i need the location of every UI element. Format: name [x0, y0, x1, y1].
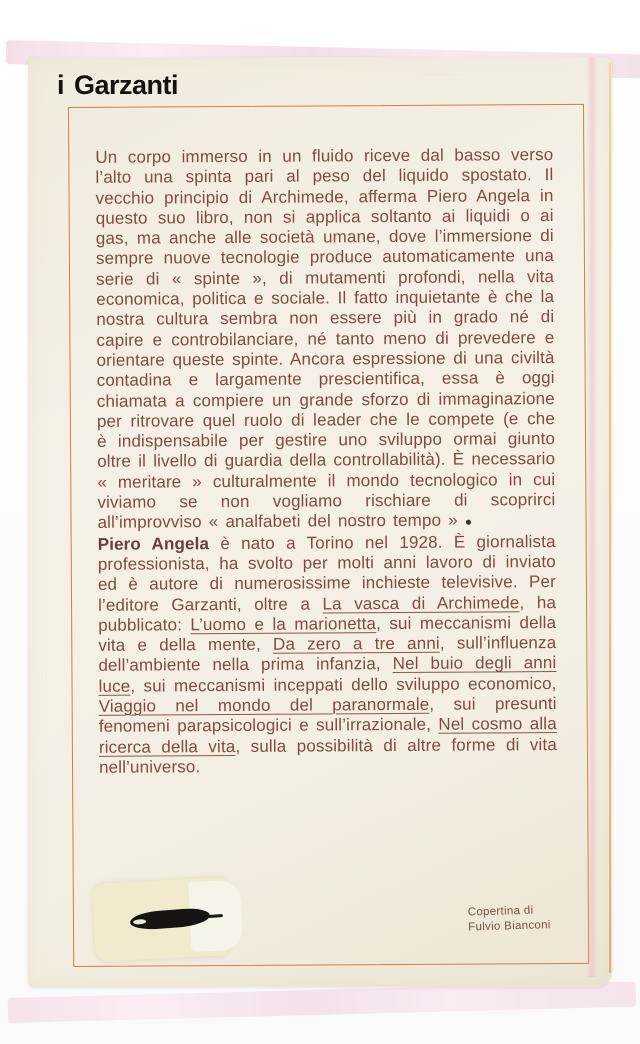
author-bio-text: Piero Angela è nato a Torino nel 1928. È giornalista professionista, ha svolto per molti anni lavoro di inviato ed è autore di numerosissime inchieste televisive. Per l’editore Garzanti, oltre a La vasca di Archimede, ha pubblicato: L’uomo e la marionetta, sui meccanismi della vita e della mente, Da zero a tre anni, sull’influenza dell’ambiente nella prima infanzia, Nel buio degli anni luce, sui meccanismi inceppati dello sviluppo economico, Viaggio nel mondo del paranormale, sui presunti fenomeni parapsicologici e sull’irrazionale, Nel cosmo alla ricerca della vita, sulla possibilità di altre forme di vita nell’universo. [97, 531, 557, 777]
book-blurb-text: Un corpo immerso in un fluido riceve dal basso verso l’alto una spinta pari al peso del liquido spostato. Il vecchio principio di Archimede, afferma Piero Angela in questo suo libro, non si applica soltanto ai liquidi o ai gas, ma anche alle società umane, dove l’immersione di sempre nuove tecnologie produce automaticamente una serie di « spinte », di mutamenti profondi, nella vita economica, politica e sociale. Il fatto inquietante è che la nostra cultura sembra non essere più in grado né di capire e controbilanciare, né tanto meno di prevedere e orientare queste spinte. Ancora espressione di una civiltà contadina e largamente prescientifica, essa è oggi chiamata a compiere un grande sforzo di immaginazione per ritrovare quel ruolo di leader che le compete (e che è indispensabile per gestire uno sviluppo ormai giunto oltre il livello di guardia della controllabilità). È necessario « meritare » culturalmente il mondo tecnologico in cui viviamo se non vogliamo rischiare di scoprirci all’improvviso « analfabeti del nostro tempo » ● [95, 145, 556, 533]
credit-line-2: Fulvio Bianconi [468, 918, 551, 934]
price-sticker [92, 877, 230, 962]
scan-edge-bottom [8, 982, 636, 1023]
book-cover [28, 57, 612, 987]
credit-line-1: Copertina di [467, 904, 534, 919]
cover-right-edge [609, 63, 611, 973]
cover-frame-border [68, 104, 589, 967]
cover-design-credit [468, 903, 551, 934]
text-column [95, 145, 557, 778]
publisher-series-title: i Garzanti [57, 70, 179, 100]
ink-scribble-mark [129, 907, 210, 931]
